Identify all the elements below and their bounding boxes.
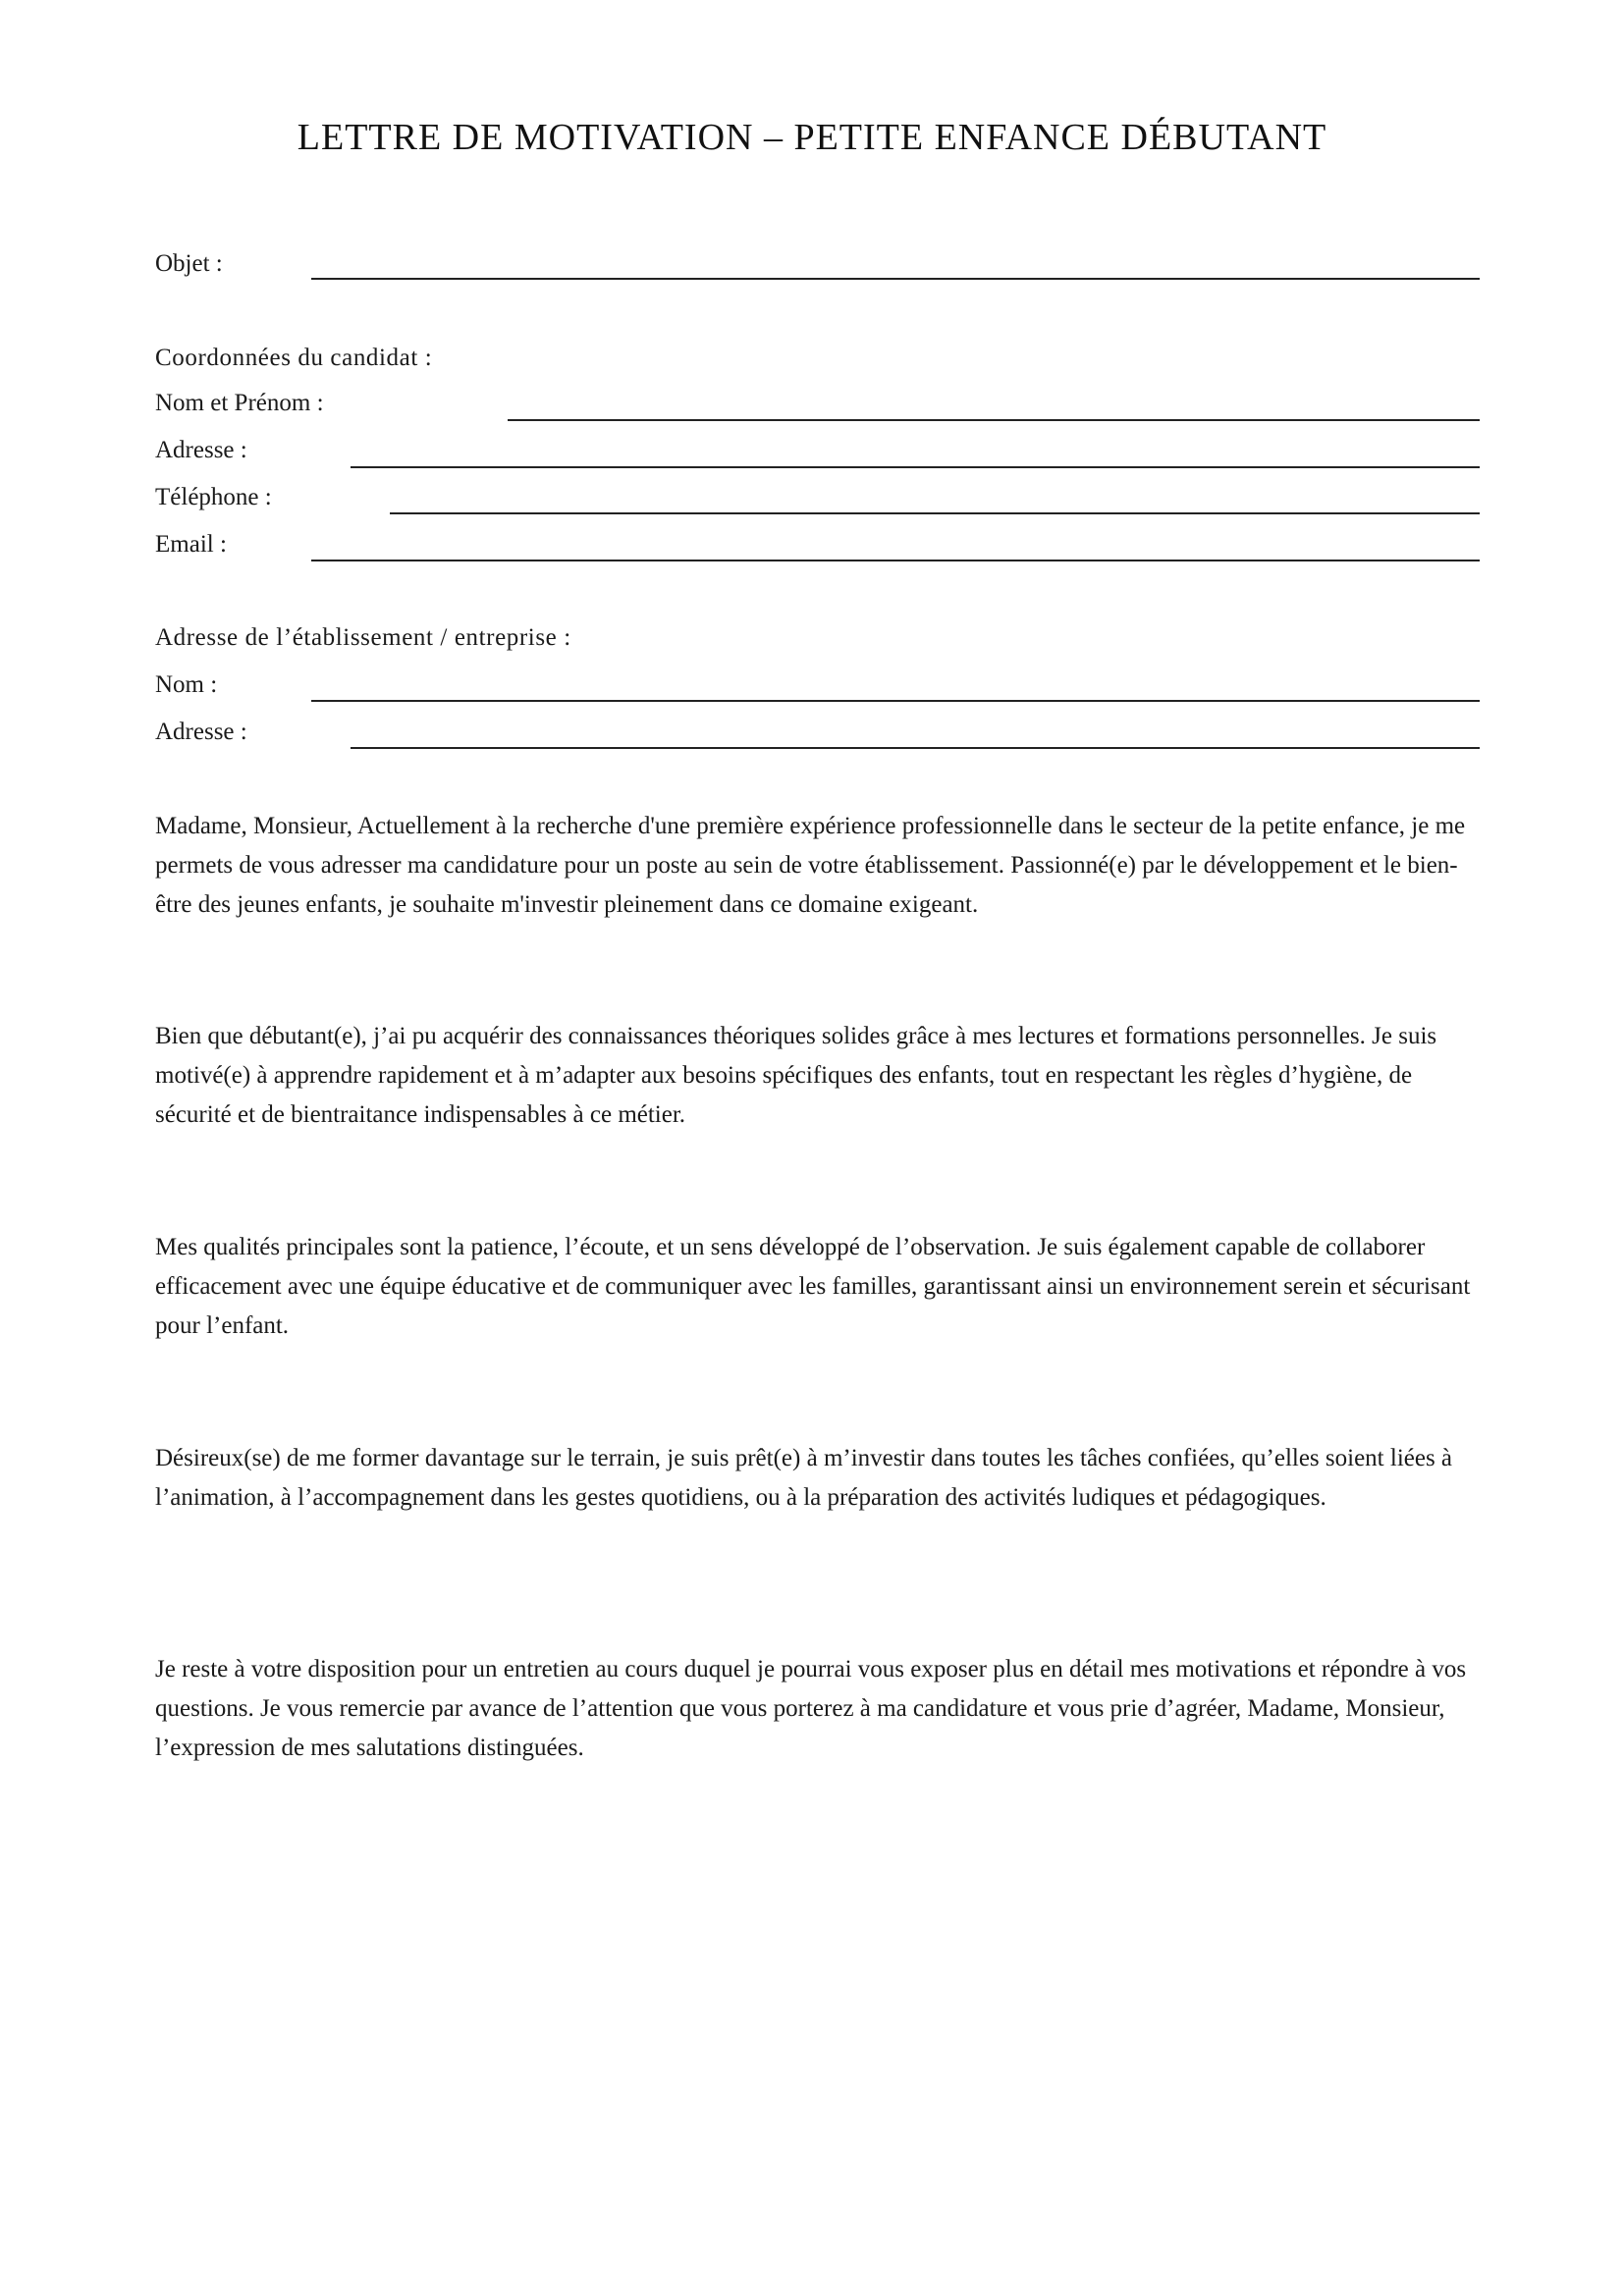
candidate-phone-field-line[interactable] (390, 512, 1480, 514)
candidate-email-field-line[interactable] (311, 560, 1480, 561)
letter-paragraph-intro: Madame, Monsieur, Actuellement à la recherche d'une première expérience professionnelle dans le secteur de la petite enfance, je me permets de vous adresser ma candidature pour un poste au sein de votre établissement. Passionné(e) par le développement et le bien-être des jeunes enfants, je souhaite m'investir pleinement dans ce domaine exigeant. (155, 813, 1466, 918)
establishment-address-label: Adresse : (155, 719, 247, 745)
letter-paragraph-skills: Bien que débutant(e), j’ai pu acquérir des connaissances théoriques solides grâce à mes lectures et formations personnelles. Je suis motivé(e) à apprendre rapidement et à m’adapter aux besoins spécifiques des enfants, tout en respectant les règles d’hygiène, de sécurité et de bientraitance indispensables à ce métier. (155, 1023, 1437, 1128)
objet-label: Objet : (155, 250, 223, 277)
document-title: LETTRE DE MOTIVATION – PETITE ENFANCE DÉBUTANT (297, 117, 1327, 158)
objet-field-line[interactable] (311, 278, 1480, 280)
establishment-section-heading: Adresse de l’établissement / entreprise : (155, 624, 571, 651)
candidate-address-field-line[interactable] (351, 466, 1480, 468)
candidate-section-heading: Coordonnées du candidat : (155, 345, 433, 371)
establishment-address-field-line[interactable] (351, 747, 1480, 749)
letter-paragraph-qualities: Mes qualités principales sont la patience, l’écoute, et un sens développé de l’observation. Je suis également capable de collaborer efficacement avec une équipe éducative et de communiquer avec les familles, garantissant ainsi un environnement serein et sécurisant pour l’enfant. (155, 1234, 1471, 1339)
letter-paragraph-motivation: Désireux(se) de me former davantage sur le terrain, je suis prêt(e) à m’investir dans toutes les tâches confiées, qu’elles soient liées à l’animation, à l’accompagnement dans les gestes quotidiens, ou à la préparation des activités ludiques et pédagogiques. (155, 1445, 1453, 1511)
letter-paragraph-closing: Je reste à votre disposition pour un entretien au cours duquel je pourrai vous exposer plus en détail mes motivations et répondre à vos questions. Je vous remercie par avance de l’attention que vous porterez à ma candidature et vous prie d’agréer, Madame, Monsieur, l’expression de mes salutations distinguées. (155, 1656, 1467, 1761)
establishment-name-field-line[interactable] (311, 700, 1480, 702)
candidate-name-label: Nom et Prénom : (155, 390, 324, 416)
candidate-name-field-line[interactable] (508, 419, 1480, 421)
candidate-address-label: Adresse : (155, 437, 247, 463)
establishment-name-label: Nom : (155, 671, 218, 698)
candidate-phone-label: Téléphone : (155, 484, 272, 510)
candidate-email-label: Email : (155, 531, 227, 558)
